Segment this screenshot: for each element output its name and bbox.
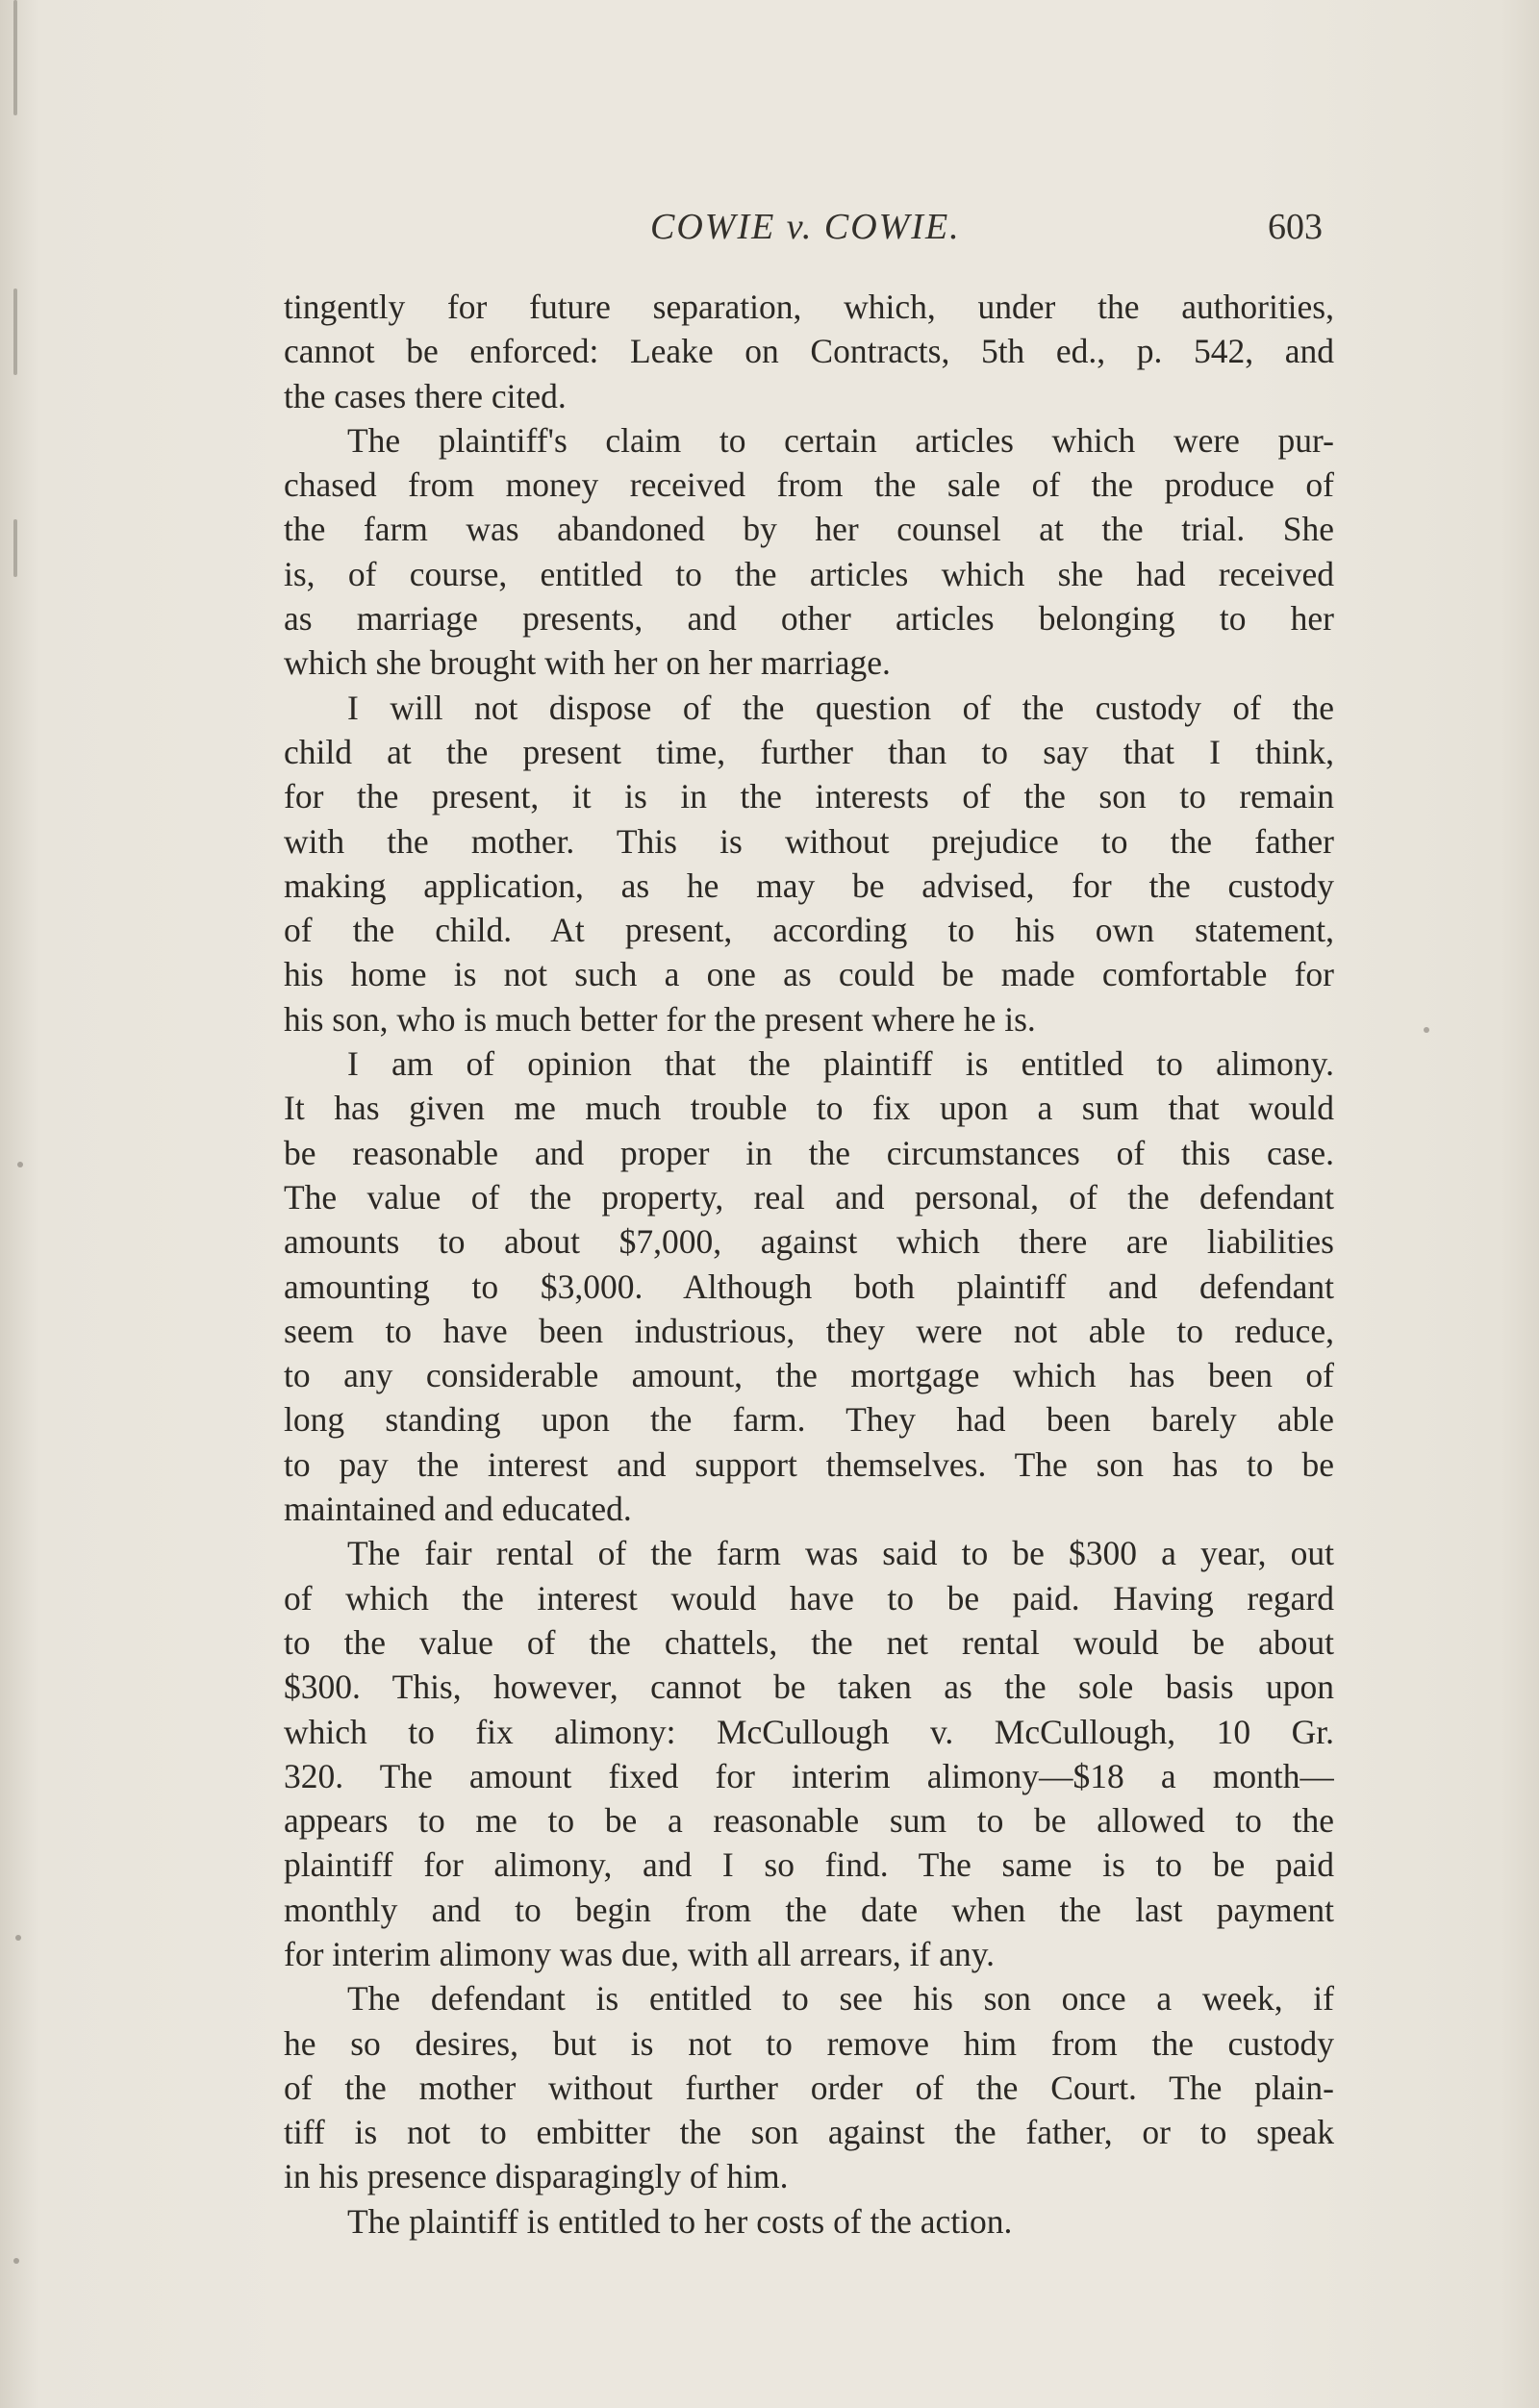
text-line: long standing upon the farm. They had been barely able (284, 1400, 1334, 1440)
text-line: chased from money received from the sale of the produce of (284, 465, 1334, 505)
text-line: The defendant is entitled to see his son once a week, if (347, 1979, 1334, 2019)
text-line: making application, as he may be advised, for the custody (284, 865, 1334, 905)
text-line: The fair rental of the farm was said to be $300 a year, out (347, 1534, 1334, 1573)
text-line: The plaintiff is entitled to her costs of the action. (347, 2201, 1013, 2241)
text-line: to pay the interest and support themselves. The son has to be (284, 1444, 1334, 1484)
text-line: appears to me to be a reasonable sum to be allowed to the (284, 1801, 1334, 1841)
text-line: as marriage presents, and other articles belonging to her (284, 599, 1334, 639)
text-line: for interim alimony was due, with all arrears, if any. (284, 1934, 996, 1973)
paper-speck (13, 2258, 19, 2264)
text-line: his home is not such a one as could be made comfortable for (284, 955, 1334, 994)
text-line: of which the interest would have to be paid. Having regard (284, 1578, 1334, 1618)
text-line: The plaintiff's claim to certain articles which were pur- (347, 420, 1334, 460)
paper-speck (17, 1162, 23, 1167)
paragraph (284, 2199, 1334, 2244)
page-header (0, 206, 1539, 254)
text-line: I am of opinion that the plaintiff is entitled to alimony. (347, 1044, 1334, 1084)
page-number: 603 (1268, 207, 1323, 247)
text-line: tingently for future separation, which, under the authorities, (284, 288, 1334, 326)
text-line: to the value of the chattels, the net rental would be about (284, 1622, 1334, 1662)
binding-edge-mark (13, 0, 17, 115)
text-line: plaintiff for alimony, and I so find. The same is to be paid (284, 1845, 1334, 1885)
paragraph (284, 1041, 1334, 1531)
paragraph (284, 1531, 1334, 1976)
text-line: be reasonable and proper in the circumstances of this case. (284, 1133, 1334, 1172)
text-line: of the mother without further order of the Court. The plain- (284, 2068, 1334, 2107)
paper-speck (15, 1935, 21, 1941)
text-line: the cases there cited. (284, 376, 567, 415)
text-line: for the present, it is in the interests of the son to remain (284, 777, 1334, 816)
text-line: to any considerable amount, the mortgage which has been of (284, 1356, 1334, 1395)
text-line: his son, who is much better for the present where he is. (284, 999, 1036, 1039)
text-line: monthly and to begin from the date when the last payment (284, 1890, 1334, 1929)
text-line: which to fix alimony: McCullough v. McCullough, 10 Gr. (284, 1712, 1334, 1751)
body-text (284, 285, 1334, 2244)
text-line: amounts to about $7,000, against which there are liabilities (284, 1222, 1334, 1262)
text-line: he so desires, but is not to remove him from the custody (284, 2023, 1334, 2063)
text-line: which she brought with her on her marriage. (284, 643, 891, 683)
text-line: I will not dispose of the question of the custody of the (347, 688, 1334, 727)
text-line: seem to have been industrious, they were not able to reduce, (284, 1311, 1334, 1350)
paragraph (284, 285, 1334, 418)
binding-edge-mark (13, 288, 17, 375)
text-line: the farm was abandoned by her counsel at the trial. She (284, 510, 1334, 549)
text-line: with the mother. This is without prejudice to the father (284, 821, 1334, 861)
text-line: is, of course, entitled to the articles which she had received (284, 554, 1334, 593)
text-line: in his presence disparagingly of him. (284, 2157, 789, 2196)
text-line: amounting to $3,000. Although both plaintiff and defendant (284, 1267, 1334, 1306)
text-line: of the child. At present, according to his own statement, (284, 911, 1334, 950)
text-line: child at the present time, further than to say that I think, (284, 732, 1334, 771)
text-line: 320. The amount fixed for interim alimony—$18 a month— (284, 1756, 1334, 1795)
text-line: tiff is not to embitter the son against the father, or to speak (284, 2113, 1334, 2152)
binding-edge-mark (13, 519, 17, 577)
text-line: The value of the property, real and personal, of the defendant (284, 1177, 1334, 1217)
text-line: maintained and educated. (284, 1490, 632, 1529)
running-head: COWIE v. COWIE. (650, 207, 961, 247)
paragraph (284, 418, 1334, 686)
paper-speck (1424, 1027, 1429, 1033)
text-line: It has given me much trouble to fix upon a sum that would (284, 1089, 1334, 1128)
paragraph (284, 686, 1334, 1041)
text-line: $300. This, however, cannot be taken as the sole basis upon (284, 1668, 1334, 1707)
paragraph (284, 1976, 1334, 2198)
text-line: cannot be enforced: Leake on Contracts, 5th ed., p. 542, and (284, 332, 1334, 371)
